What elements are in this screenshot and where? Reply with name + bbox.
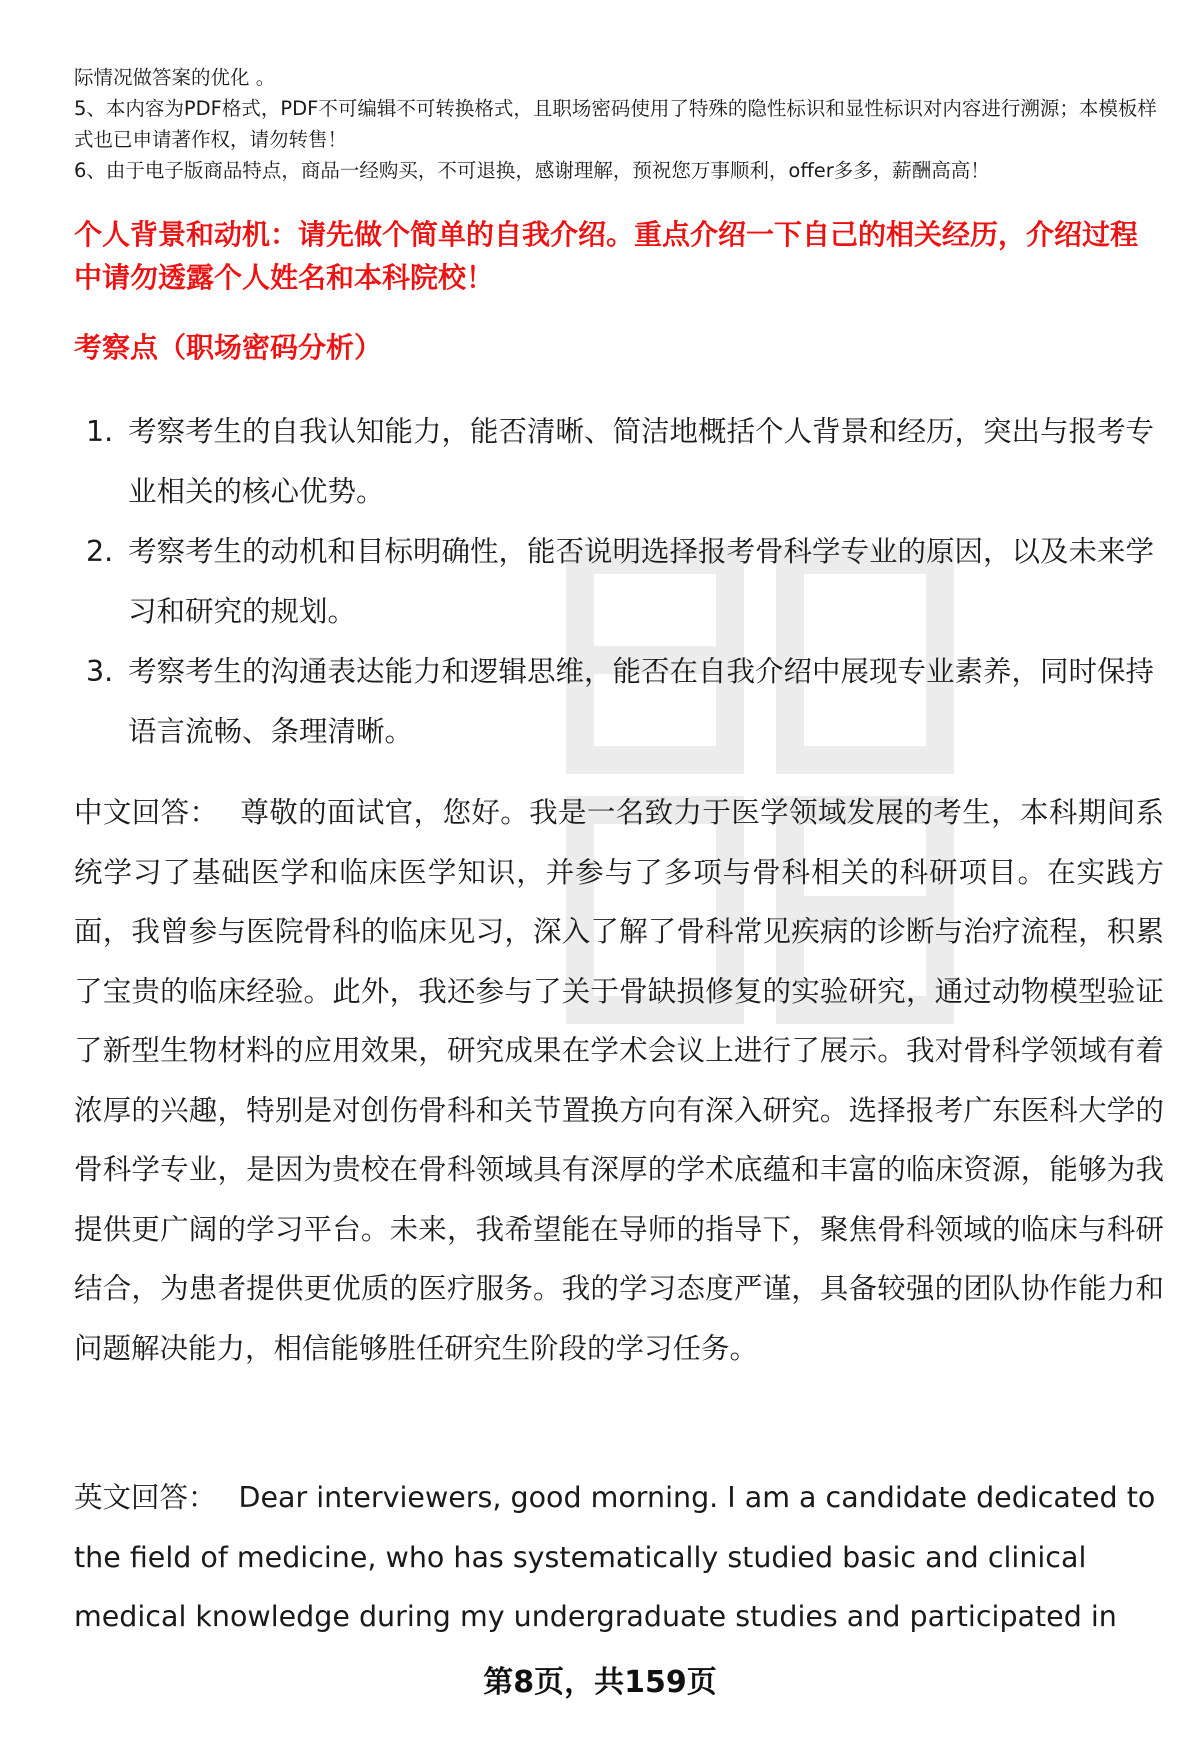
note-line: 6、由于电子版商品特点，商品一经购买，不可退换，感谢理解，预祝您万事顺利，offer多多，薪酬高高！ — [74, 159, 990, 182]
interview-question: 个人背景和动机：请先做个简单的自我介绍。重点介绍一下自己的相关经历，介绍过程中请勿透露个人姓名和本科院校！ — [74, 218, 1139, 294]
point-number: 1. — [86, 415, 114, 448]
english-answer — [74, 1468, 1164, 1647]
analysis-point — [74, 642, 1164, 762]
note-line: 5、本内容为PDF格式，PDF不可编辑不可转换格式，且职场密码使用了特殊的隐性标识和显性标识对内容进行溯源；本模板样式也已申请著作权，请勿转售！ — [74, 97, 1157, 151]
analysis-title: 考察点（职场密码分析） — [74, 331, 383, 364]
point-text: 考察考生的动机和目标明确性，能否说明选择报考骨科学专业的原因，以及未来学习和研究的规划。 — [128, 535, 1155, 628]
chinese-answer — [74, 783, 1164, 1378]
analysis-point — [74, 522, 1164, 642]
point-number: 2. — [86, 535, 114, 568]
analysis-point — [74, 402, 1164, 522]
point-number: 3. — [86, 655, 114, 688]
point-text: 考察考生的自我认知能力，能否清晰、简洁地概括个人背景和经历，突出与报考专业相关的核心优势。 — [128, 415, 1155, 508]
point-text: 考察考生的沟通表达能力和逻辑思维，能否在自我介绍中展现专业素养，同时保持语言流畅、条理清晰。 — [128, 655, 1155, 748]
note-line: 际情况做答案的优化 。 — [74, 66, 276, 89]
analysis-points-list — [74, 402, 1164, 762]
english-answer-text: Dear interviewers, good morning. I am a candidate dedicated to the field of medicine, who has systematically studied basic and clinical medical knowledge during my undergraduate studies and participated in — [74, 1481, 1156, 1633]
chinese-answer-text: 尊敬的面试官，您好。我是一名致力于医学领域发展的考生，本科期间系统学习了基础医学和临床医学知识，并参与了多项与骨科相关的科研项目。在实践方面，我曾参与医院骨科的临床见习，深入了解了骨科常见疾病的诊断与治疗流程，积累了宝贵的临床经验。此外，我还参与了关于骨缺损修复的实验研究，通过动物模型验证了新型生物材料的应用效果，研究成果在学术会议上进行了展示。我对骨科学领域有着浓厚的兴趣，特别是对创伤骨科和关节置换方向有深入研究。选择报考广东医科大学的骨科学专业，是因为贵校在骨科领域具有深厚的学术底蕴和丰富的临床资源，能够为我提供更广阔的学习平台。未来，我希望能在导师的指导下，聚焦骨科领域的临床与科研结合，为患者提供更优质的医疗服务。我的学习态度严谨，具备较强的团队协作能力和问题解决能力，相信能够胜任研究生阶段的学习任务。 — [74, 796, 1164, 1365]
usage-notes — [74, 62, 1164, 186]
english-answer-label: 英文回答： — [74, 1481, 217, 1514]
page-number-footer: 第8页，共159页 — [483, 1665, 717, 1700]
chinese-answer-label: 中文回答： — [74, 796, 219, 829]
